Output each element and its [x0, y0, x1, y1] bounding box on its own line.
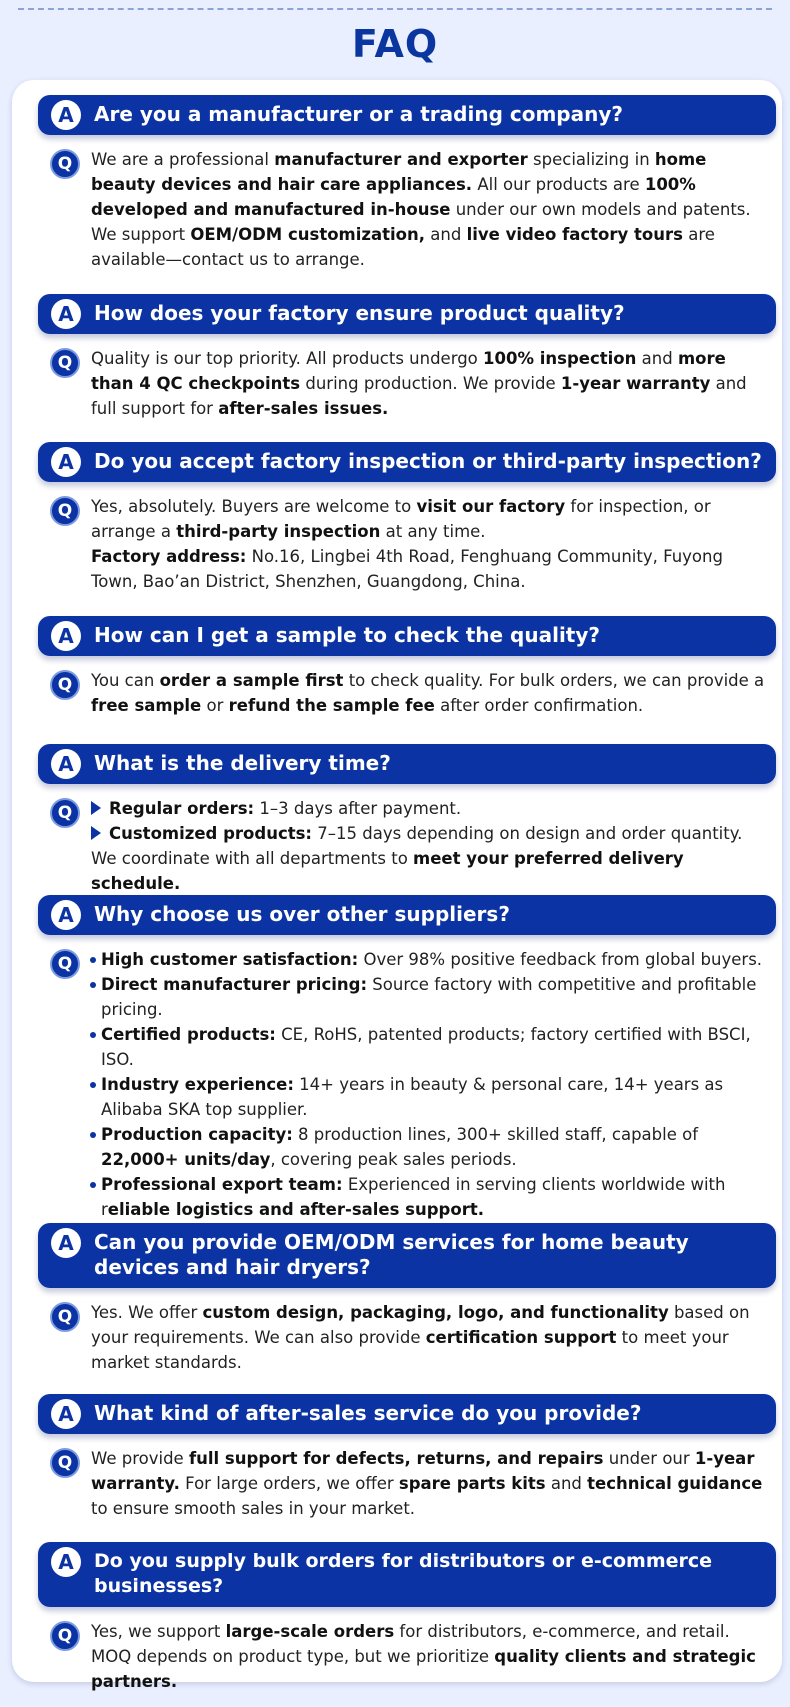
factory-address: Factory address: No.16, Lingbei 4th Road, Fenghuang Community, Fuyong Town, Bao’an District, Shenzhen, Guangdong, China.	[91, 547, 723, 591]
answer-text: You can order a sample first to check quality. For bulk orders, we can provide a free sample or refund the sample fee after order confirmation.	[91, 671, 765, 715]
faq-answer	[38, 1288, 776, 1375]
question-badge-icon: A	[51, 1399, 81, 1429]
reason-text: Certified products: CE, RoHS, patented products; factory certified with BSCI, ISO.	[101, 1025, 751, 1069]
faq-item	[38, 95, 776, 272]
faq-question: What kind of after-sales service do you provide?	[94, 1401, 642, 1425]
answer-badge-icon: Q	[50, 1621, 80, 1651]
reason-text: Professional export team: Experienced in serving clients worldwide with reliable logistics and after-sales support.	[101, 1175, 726, 1219]
reason-text: High customer satisfaction: Over 98% positive feedback from global buyers.	[101, 950, 763, 969]
delivery-item	[91, 821, 768, 846]
faq-answer	[38, 1607, 776, 1694]
reason-text: Industry experience: 14+ years in beauty & personal care, 14+ years as Alibaba SKA top supplier.	[101, 1075, 724, 1119]
faq-answer	[38, 935, 776, 1222]
faq-question: What is the delivery time?	[94, 751, 391, 775]
faq-question: How does your factory ensure product quality?	[94, 301, 625, 325]
faq-answer	[38, 135, 776, 272]
faq-question-bar	[38, 1394, 776, 1434]
faq-question-bar	[38, 1542, 776, 1607]
faq-question-bar	[38, 95, 776, 135]
faq-question-bar	[38, 294, 776, 334]
faq-item	[38, 1394, 776, 1521]
faq-answer	[38, 784, 776, 896]
faq-answer	[38, 482, 776, 594]
question-badge-icon: A	[51, 100, 81, 130]
reason-text: Production capacity: 8 production lines, 300+ skilled staff, capable of 22,000+ units/day, covering peak sales periods.	[101, 1125, 699, 1169]
list-item	[90, 947, 768, 972]
faq-question: Why choose us over other suppliers?	[94, 902, 510, 926]
question-badge-icon: A	[51, 1547, 81, 1577]
answer-badge-icon: Q	[50, 949, 80, 979]
answer-badge-icon: Q	[50, 1448, 80, 1478]
delivery-text: Regular orders: 1–3 days after payment.	[109, 799, 462, 818]
question-badge-icon: A	[51, 900, 81, 930]
page-title: FAQ	[351, 22, 439, 66]
question-badge-icon: A	[51, 1228, 81, 1258]
question-badge-icon: A	[51, 447, 81, 477]
answer-badge-icon: Q	[50, 670, 80, 700]
faq-item	[38, 1223, 776, 1375]
answer-text: Yes, we support large-scale orders for distributors, e-commerce, and retail. MOQ depends on product type, but we prioritize quality clients and strategic partners.	[91, 1622, 756, 1691]
faq-item	[38, 442, 776, 594]
top-dashed-divider	[18, 8, 772, 10]
faq-card	[12, 80, 782, 1691]
answer-text: Yes, absolutely. Buyers are welcome to visit our factory for inspection, or arrange a third-party inspection at any time.	[91, 497, 711, 541]
list-item	[90, 1172, 768, 1222]
faq-item	[38, 1542, 776, 1694]
question-badge-icon: A	[51, 621, 81, 651]
faq-question: Do you accept factory inspection or third-party inspection?	[94, 449, 762, 473]
faq-question: Are you a manufacturer or a trading company?	[94, 102, 623, 126]
arrow-right-icon	[91, 801, 101, 815]
faq-question-bar	[38, 895, 776, 935]
reason-text: Direct manufacturer pricing: Source factory with competitive and profitable pricing.	[101, 975, 757, 1019]
answer-text: We provide full support for defects, returns, and repairs under our 1-year warranty. For large orders, we offer spare parts kits and technical guidance to ensure smooth sales in your market.	[91, 1449, 763, 1518]
answer-badge-icon: Q	[50, 496, 80, 526]
arrow-right-icon	[91, 826, 101, 840]
faq-question: How can I get a sample to check the quality?	[94, 623, 601, 647]
reasons-list	[90, 947, 768, 1222]
answer-badge-icon: Q	[50, 149, 80, 179]
question-badge-icon: A	[51, 299, 81, 329]
faq-question-bar	[38, 1223, 776, 1288]
answer-text: Yes. We offer custom design, packaging, logo, and functionality based on your requirements. We can also provide certification support to meet your market standards.	[91, 1303, 750, 1372]
faq-item	[38, 895, 776, 1222]
delivery-text: Customized products: 7–15 days depending on design and order quantity.	[109, 824, 743, 843]
faq-question: Can you provide OEM/ODM services for home beauty devices and hair dryers?	[94, 1230, 689, 1279]
faq-item	[38, 744, 776, 896]
faq-question-bar	[38, 744, 776, 784]
list-item	[90, 1122, 768, 1172]
faq-item	[38, 616, 776, 718]
delivery-item	[91, 796, 768, 821]
question-badge-icon: A	[51, 749, 81, 779]
answer-text: Quality is our top priority. All products undergo 100% inspection and more than 4 QC checkpoints during production. We provide 1-year warranty and full support for after-sales issues.	[91, 349, 747, 418]
answer-badge-icon: Q	[50, 1302, 80, 1332]
answer-text: We coordinate with all departments to meet your preferred delivery schedule.	[91, 849, 684, 893]
answer-text: We are a professional manufacturer and exporter specializing in home beauty devices and hair care appliances. All our products are 100% developed and manufactured in-house under our own models and patents. We support OEM/ODM customization, and live video factory tours are available—contact us to arrange.	[91, 150, 751, 269]
list-item	[90, 1072, 768, 1122]
list-item	[90, 972, 768, 1022]
faq-question: Do you supply bulk orders for distributors or e-commerce businesses?	[94, 1550, 713, 1597]
answer-badge-icon: Q	[50, 798, 80, 828]
faq-item	[38, 294, 776, 421]
answer-badge-icon: Q	[50, 348, 80, 378]
faq-answer	[38, 656, 776, 718]
faq-answer	[38, 334, 776, 421]
faq-question-bar	[38, 442, 776, 482]
faq-question-bar	[38, 616, 776, 656]
faq-answer	[38, 1434, 776, 1521]
list-item	[90, 1022, 768, 1072]
